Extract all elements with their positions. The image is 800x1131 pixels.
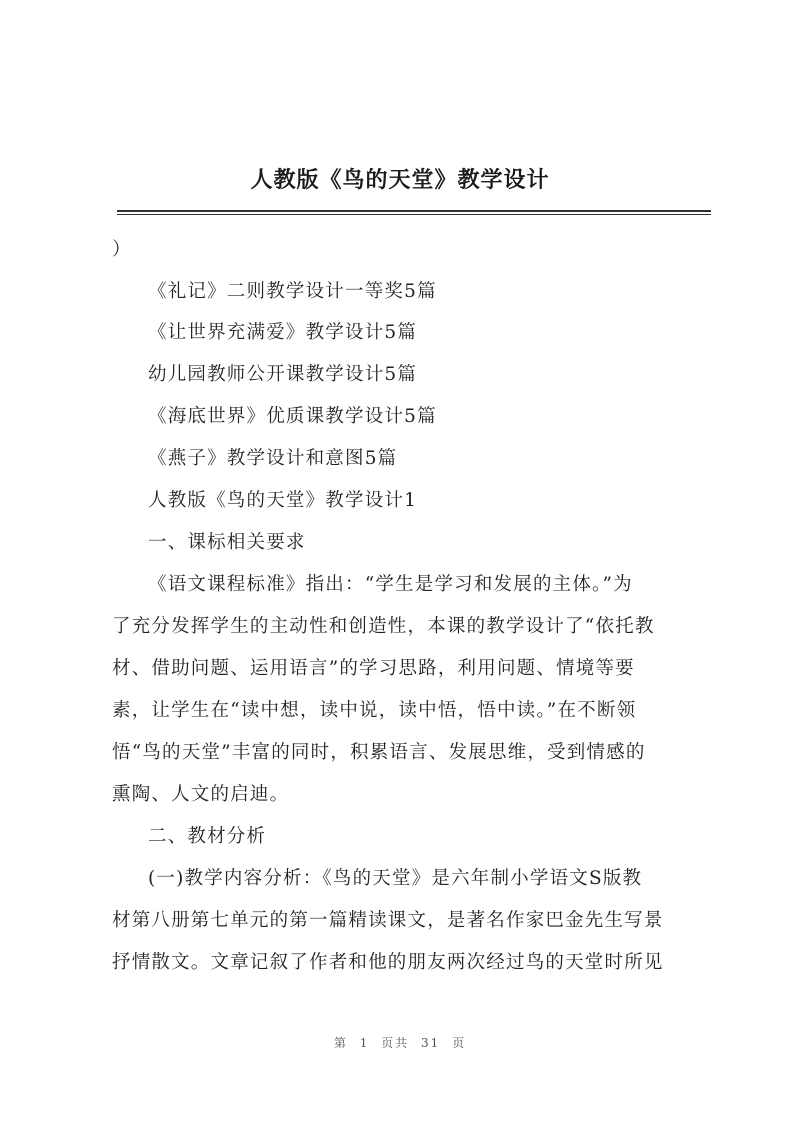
text-line: 人教版《鸟的天堂》教学设计1	[148, 490, 418, 511]
paragraph-line: 素，让学生在“读中想，读中说，读中悟，悟中读。”在不断领	[112, 700, 637, 721]
section-heading: 二、教材分析	[148, 826, 267, 847]
paragraph-line: 《语文课程标准》指出：“学生是学习和发展的主体。”为	[148, 574, 633, 595]
text-line: 幼儿园教师公开课教学设计5篇	[148, 364, 418, 385]
text-line: 《燕子》教学设计和意图5篇	[148, 448, 398, 469]
section-heading: 一、课标相关要求	[148, 532, 306, 553]
paragraph-line: (一)教学内容分析：《鸟的天堂》是六年制小学语文S版教	[148, 868, 643, 889]
page-footer: 第 1 页共 31 页	[333, 1036, 467, 1050]
paragraph-line: 材、借助问题、运用语言”的学习思路，利用问题、情境等要	[112, 658, 635, 679]
document-title: 人教版《鸟的天堂》教学设计	[250, 167, 550, 193]
title-rule-thick	[117, 210, 711, 212]
paragraph-line: 了充分发挥学生的主动性和创造性，本课的教学设计了“依托教	[112, 616, 655, 637]
paragraph-line: 悟“鸟的天堂”丰富的同时，积累语言、发展思维，受到情感的	[112, 742, 646, 763]
text-line: 《海底世界》优质课教学设计5篇	[148, 406, 437, 427]
paragraph-line: 熏陶、人文的启迪。	[112, 784, 290, 805]
text-line: 《让世界充满爱》教学设计5篇	[148, 322, 418, 343]
paragraph-line: 材第八册第七单元的第一篇精读课文，是著名作家巴金先生写景	[112, 910, 664, 931]
text-line: ）	[112, 239, 132, 260]
text-line: 《礼记》二则教学设计一等奖5篇	[148, 281, 437, 302]
paragraph-line: 抒情散文。文章记叙了作者和他的朋友两次经过鸟的天堂时所见	[112, 952, 664, 973]
title-rule-thin	[117, 214, 711, 215]
